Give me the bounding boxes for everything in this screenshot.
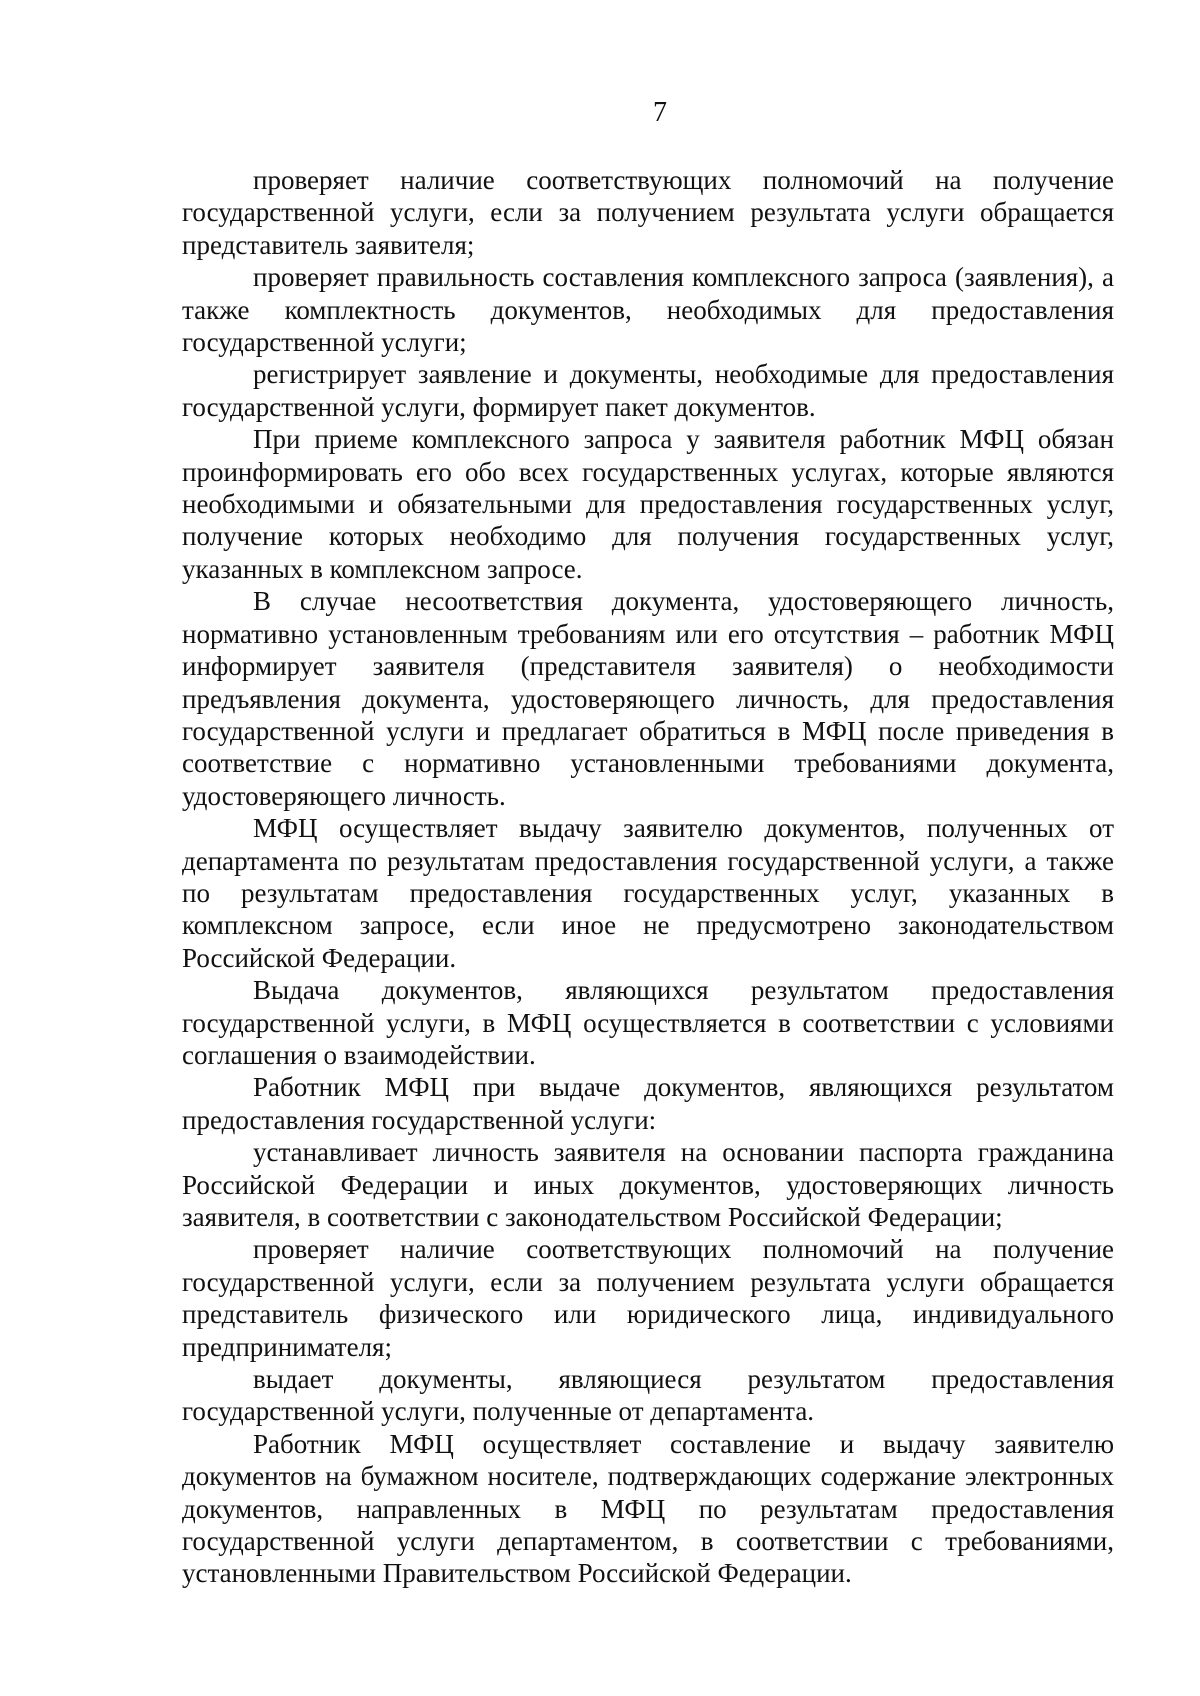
paragraph-8: Работник МФЦ при выдаче документов, являющихся результатом предоставления государственной услуги: [182, 1072, 1114, 1135]
page-number: 7 [653, 97, 667, 128]
paragraph-9: устанавливает личность заявителя на основании паспорта гражданина Российской Федерации и иных документов, удостоверяющих личность заявителя, в соответствии с законодательством Российской Федерации; [182, 1137, 1114, 1232]
paragraph-4: При приеме комплексного запроса у заявителя работник МФЦ обязан проинформировать его обо всех государственных услугах, которые являются необходимыми и обязательными для предоставления государственных услуг, получение которых необходимо для получения государственных услуг, указанных в комплексном запросе. [182, 424, 1114, 584]
paragraph-11: выдает документы, являющиеся результатом предоставления государственной услуги, полученные от департамента. [182, 1364, 1114, 1427]
paragraph-7: Выдача документов, являющихся результатом предоставления государственной услуги, в МФЦ осуществляется в соответствии с условиями соглашения о взаимодействии. [182, 975, 1114, 1070]
paragraph-1: проверяет наличие соответствующих полномочий на получение государственной услуги, если за получением результата услуги обращается представитель заявителя; [182, 165, 1114, 260]
paragraph-3: регистрирует заявление и документы, необходимые для предоставления государственной услуги, формирует пакет документов. [182, 359, 1114, 422]
paragraph-2: проверяет правильность составления комплексного запроса (заявления), а также комплектность документов, необходимых для предоставления государственной услуги; [182, 262, 1114, 358]
paragraph-6: МФЦ осуществляет выдачу заявителю документов, полученных от департамента по результатам предоставления государственной услуги, а также по результатам предоставления государственных услуг, указанных в комплексном запросе, если иное не предусмотрено законодательством Российской Федерации. [182, 813, 1114, 973]
paragraph-10: проверяет наличие соответствующих полномочий на получение государственной услуги, если за получением результата услуги обращается представитель физического или юридического лица, индивидуального предпринимателя; [182, 1234, 1114, 1362]
document-body [182, 164, 1114, 1590]
paragraph-12: Работник МФЦ осуществляет составление и выдачу заявителю документов на бумажном носителе, подтверждающих содержание электронных документов, направленных в МФЦ по результатам предоставления государственной услуги департаментом, в соответствии с требованиями, установленными Правительством Российской Федерации. [182, 1428, 1114, 1589]
paragraph-5: В случае несоответствия документа, удостоверяющего личность, нормативно установленным требованиям или его отсутствия – работник МФЦ информирует заявителя (представителя заявителя) о необходимости предъявления документа, удостоверяющего личность, для предоставления государственной услуги и предлагает обратиться в МФЦ после приведения в соответствие с нормативно установленными требованиями документа, удостоверяющего личность. [182, 586, 1114, 811]
